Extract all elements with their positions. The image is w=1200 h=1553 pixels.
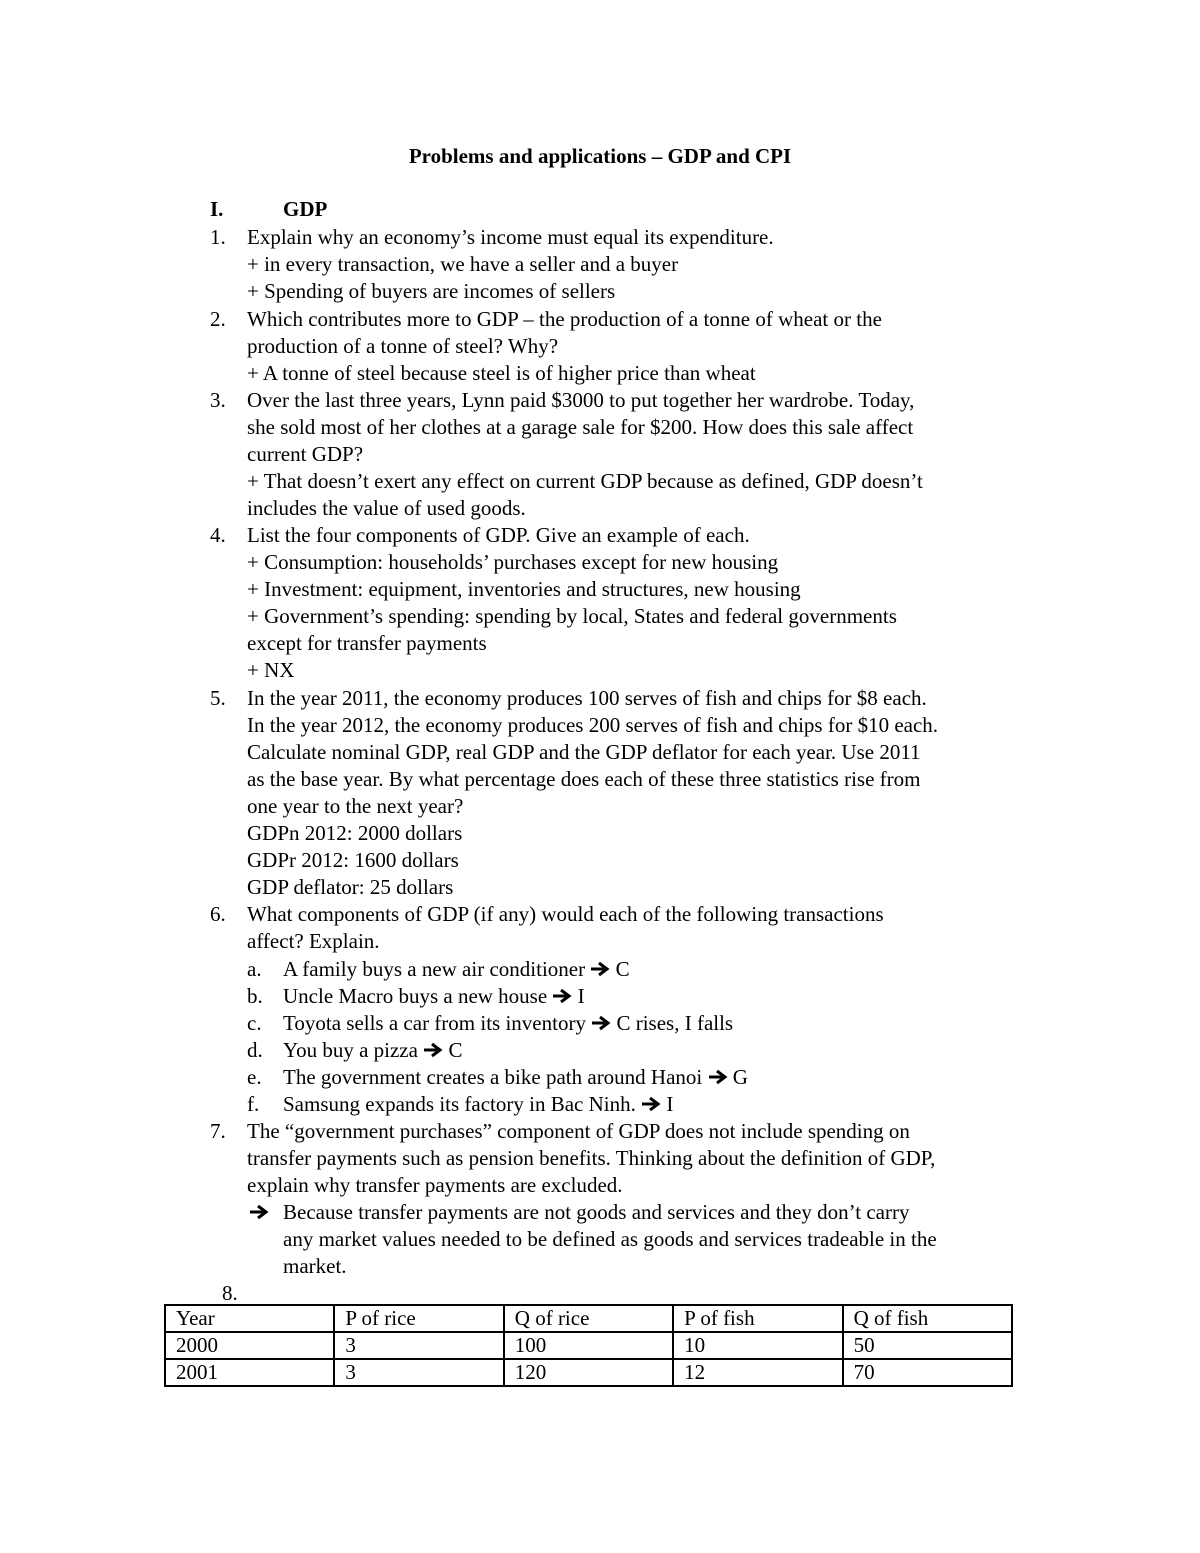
- question-text: one year to the next year?: [247, 794, 464, 818]
- item-text: Samsung expands its factory in Bac Ninh.: [283, 1092, 636, 1116]
- item-text: The government creates a bike path around Hanoi: [283, 1065, 703, 1089]
- right-arrow-icon: [590, 961, 610, 977]
- question-text: current GDP?: [247, 442, 364, 466]
- question-text: production of a tonne of steel? Why?: [247, 334, 559, 358]
- right-arrow-icon: [423, 1042, 443, 1058]
- answer-line: any market values needed to be defined as goods and services tradeable in the: [283, 1227, 937, 1251]
- answer-line: GDPr 2012: 1600 dollars: [247, 848, 459, 872]
- answer-line: GDPn 2012: 2000 dollars: [247, 821, 463, 845]
- list-item: [283, 1064, 748, 1091]
- answer-line: Because transfer payments are not goods and services and they don’t carry: [283, 1200, 910, 1224]
- table-cell: 120: [504, 1359, 673, 1386]
- question-text: In the year 2011, the economy produces 100 serves of fish and chips for $8 each.: [247, 686, 927, 710]
- item-answer: I: [666, 1092, 674, 1116]
- table-cell: 2001: [165, 1359, 334, 1386]
- answer-line: except for transfer payments: [247, 631, 487, 655]
- data-table: [164, 1304, 1013, 1387]
- list-item: [283, 1010, 733, 1037]
- list-item: [283, 983, 585, 1010]
- table-cell: 10: [673, 1332, 842, 1359]
- column-header: P of rice: [334, 1305, 503, 1332]
- answer-line: market.: [283, 1254, 347, 1278]
- answer-line: + in every transaction, we have a seller and a buyer: [247, 252, 679, 276]
- table-cell: 2000: [165, 1332, 334, 1359]
- table-row: [165, 1332, 1012, 1359]
- question-text: Which contributes more to GDP – the production of a tonne of wheat or the: [247, 307, 882, 331]
- answer-line: + Spending of buyers are incomes of sellers: [247, 279, 616, 303]
- answer-line: + That doesn’t exert any effect on current GDP because as defined, GDP doesn’t: [247, 469, 923, 493]
- answer-line: + Government’s spending: spending by local, States and federal governments: [247, 604, 897, 628]
- table-cell: 50: [843, 1332, 1012, 1359]
- table-cell: 100: [504, 1332, 673, 1359]
- question-text: Calculate nominal GDP, real GDP and the GDP deflator for each year. Use 2011: [247, 740, 921, 764]
- page-title: Problems and applications – GDP and CPI: [408, 144, 792, 168]
- question-number: 3.: [210, 388, 226, 412]
- column-header: Year: [165, 1305, 334, 1332]
- item-text: A family buys a new air conditioner: [283, 957, 586, 981]
- question-text: transfer payments such as pension benefits. Thinking about the definition of GDP,: [247, 1146, 936, 1170]
- question-text: List the four components of GDP. Give an example of each.: [247, 523, 750, 547]
- column-header: Q of rice: [504, 1305, 673, 1332]
- answer-bullet: [249, 1199, 269, 1226]
- answer-line: + NX: [247, 658, 295, 682]
- question-text: she sold most of her clothes at a garage sale for $200. How does this sale affect: [247, 415, 914, 439]
- table-header-row: [165, 1305, 1012, 1332]
- question-text: In the year 2012, the economy produces 200 serves of fish and chips for $10 each.: [247, 713, 939, 737]
- list-item: [283, 1091, 673, 1118]
- item-letter: b.: [247, 984, 263, 1008]
- question-number: 8.: [222, 1281, 238, 1305]
- table-cell: 3: [334, 1332, 503, 1359]
- item-letter: e.: [247, 1065, 262, 1089]
- question-text: as the base year. By what percentage does each of these three statistics rise from: [247, 767, 921, 791]
- item-text: You buy a pizza: [283, 1038, 418, 1062]
- list-item: [283, 1037, 462, 1064]
- question-text: What components of GDP (if any) would each of the following transactions: [247, 902, 884, 926]
- right-arrow-icon: [249, 1204, 269, 1220]
- question-number: 7.: [210, 1119, 226, 1143]
- table-row: [165, 1359, 1012, 1386]
- item-text: Toyota sells a car from its inventory: [283, 1011, 586, 1035]
- question-number: 6.: [210, 902, 226, 926]
- item-answer: I: [577, 984, 585, 1008]
- question-text: The “government purchases” component of GDP does not include spending on: [247, 1119, 910, 1143]
- list-item: [283, 956, 630, 983]
- question-text: explain why transfer payments are excluded.: [247, 1173, 623, 1197]
- answer-line: + Consumption: households’ purchases except for new housing: [247, 550, 779, 574]
- question-number: 5.: [210, 686, 226, 710]
- right-arrow-icon: [708, 1069, 728, 1085]
- table-cell: 3: [334, 1359, 503, 1386]
- column-header: Q of fish: [843, 1305, 1012, 1332]
- section-heading: [210, 197, 327, 222]
- table-cell: 70: [843, 1359, 1012, 1386]
- question-text: Explain why an economy’s income must equal its expenditure.: [247, 225, 774, 249]
- right-arrow-icon: [641, 1096, 661, 1112]
- item-text: Uncle Macro buys a new house: [283, 984, 548, 1008]
- item-answer: G: [732, 1065, 748, 1089]
- table-cell: 12: [673, 1359, 842, 1386]
- right-arrow-icon: [591, 1015, 611, 1031]
- item-letter: c.: [247, 1011, 262, 1035]
- question-text: affect? Explain.: [247, 929, 380, 953]
- question-number: 2.: [210, 307, 226, 331]
- item-letter: a.: [247, 957, 262, 981]
- question-number: 1.: [210, 225, 226, 249]
- section-title: GDP: [283, 197, 328, 221]
- answer-line: + Investment: equipment, inventories and structures, new housing: [247, 577, 801, 601]
- answer-line: GDP deflator: 25 dollars: [247, 875, 454, 899]
- question-text: Over the last three years, Lynn paid $3000 to put together her wardrobe. Today,: [247, 388, 915, 412]
- answer-line: + A tonne of steel because steel is of higher price than wheat: [247, 361, 756, 385]
- section-number: I.: [210, 197, 224, 221]
- item-letter: d.: [247, 1038, 263, 1062]
- answer-line: includes the value of used goods.: [247, 496, 526, 520]
- item-answer: C rises, I falls: [616, 1011, 734, 1035]
- question-number: 4.: [210, 523, 226, 547]
- item-letter: f.: [247, 1092, 260, 1116]
- item-answer: C: [448, 1038, 463, 1062]
- column-header: P of fish: [673, 1305, 842, 1332]
- right-arrow-icon: [552, 988, 572, 1004]
- item-answer: C: [615, 957, 630, 981]
